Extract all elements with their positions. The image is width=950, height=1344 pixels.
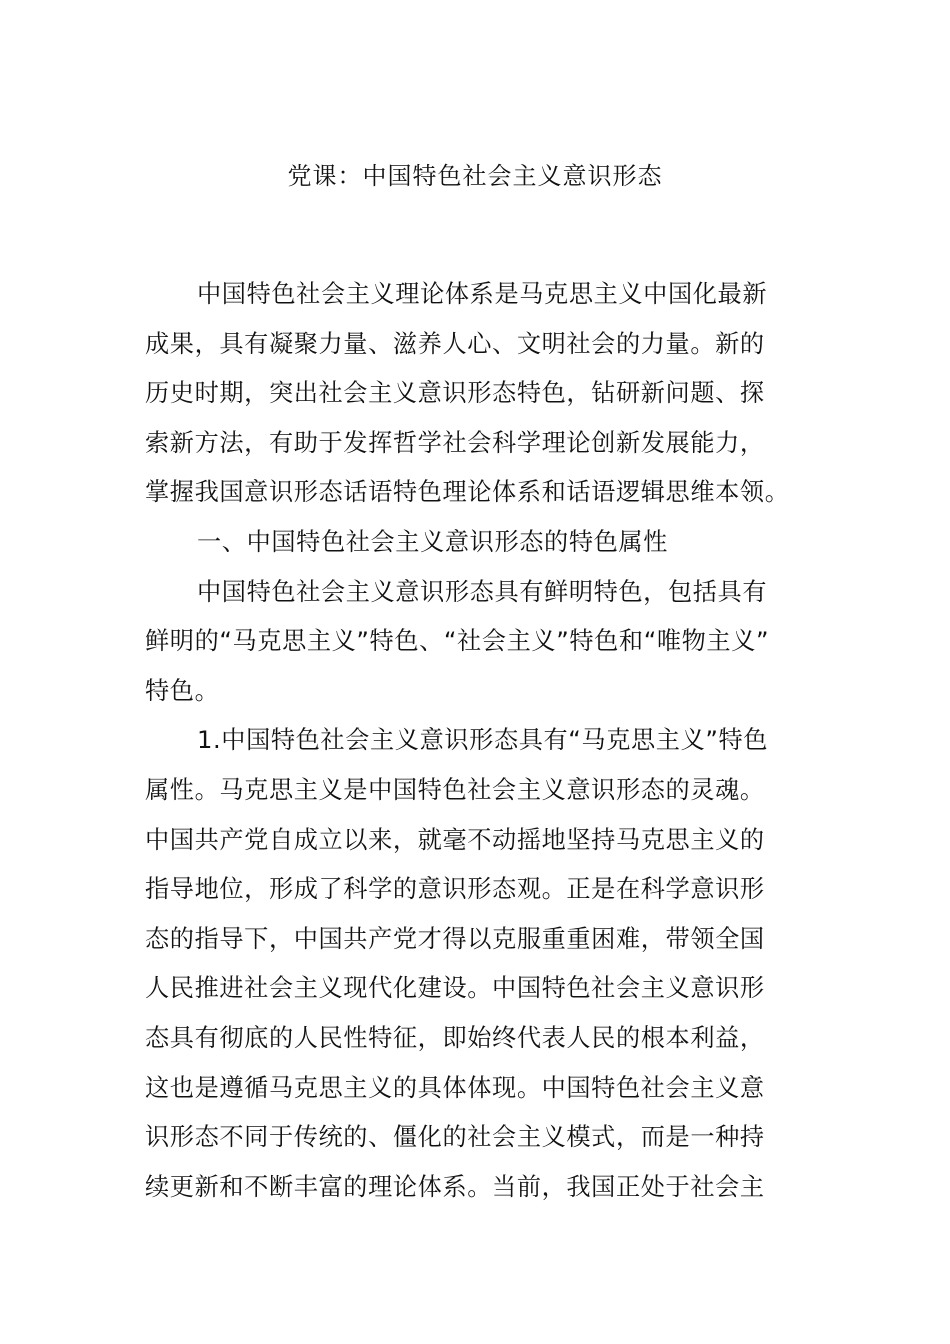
text-line: 索新方法，有助于发挥哲学社会科学理论创新发展能力， xyxy=(145,428,765,457)
text-line: 一、中国特色社会主义意识形态的特色属性 xyxy=(197,527,668,556)
text-line: 鲜明的“马克思主义”特色、“社会主义”特色和“唯物主义” xyxy=(145,627,770,656)
text-line: 这也是遵循马克思主义的具体体现。中国特色社会主义意 xyxy=(145,1073,765,1102)
text-line: 识形态不同于传统的、僵化的社会主义模式，而是一种持 xyxy=(145,1123,765,1152)
text-line: 中国特色社会主义意识形态具有鲜明特色，包括具有 xyxy=(197,577,768,606)
text-line: 指导地位，形成了科学的意识形态观。正是在科学意识形 xyxy=(145,875,765,904)
text-line: 掌握我国意识形态话语特色理论体系和话语逻辑思维本领。 xyxy=(145,478,790,507)
text-line: 历史时期，突出社会主义意识形态特色，钻研新问题、探 xyxy=(145,379,765,408)
text-line: 人民推进社会主义现代化建设。中国特色社会主义意识形 xyxy=(145,974,765,1003)
text-line: 1.中国特色社会主义意识形态具有“马克思主义”特色 xyxy=(197,726,769,755)
document-body xyxy=(145,270,805,1212)
text-line: 属性。马克思主义是中国特色社会主义意识形态的灵魂。 xyxy=(145,775,765,804)
text-line: 中国特色社会主义理论体系是马克思主义中国化最新 xyxy=(197,280,768,308)
text-line: 成果，具有凝聚力量、滋养人心、文明社会的力量。新的 xyxy=(145,329,765,358)
text-line: 续更新和不断丰富的理论体系。当前，我国正处于社会主 xyxy=(145,1172,765,1201)
text-line: 态的指导下，中国共产党才得以克服重重困难，带领全国 xyxy=(145,924,765,953)
text-line: 中国共产党自成立以来，就毫不动摇地坚持马克思主义的 xyxy=(145,825,765,854)
text-line: 态具有彻底的人民性特征，即始终代表人民的根本利益， xyxy=(145,1023,765,1052)
page-title: 党课：中国特色社会主义意识形态 xyxy=(287,162,663,190)
text-line: 特色。 xyxy=(145,676,220,705)
